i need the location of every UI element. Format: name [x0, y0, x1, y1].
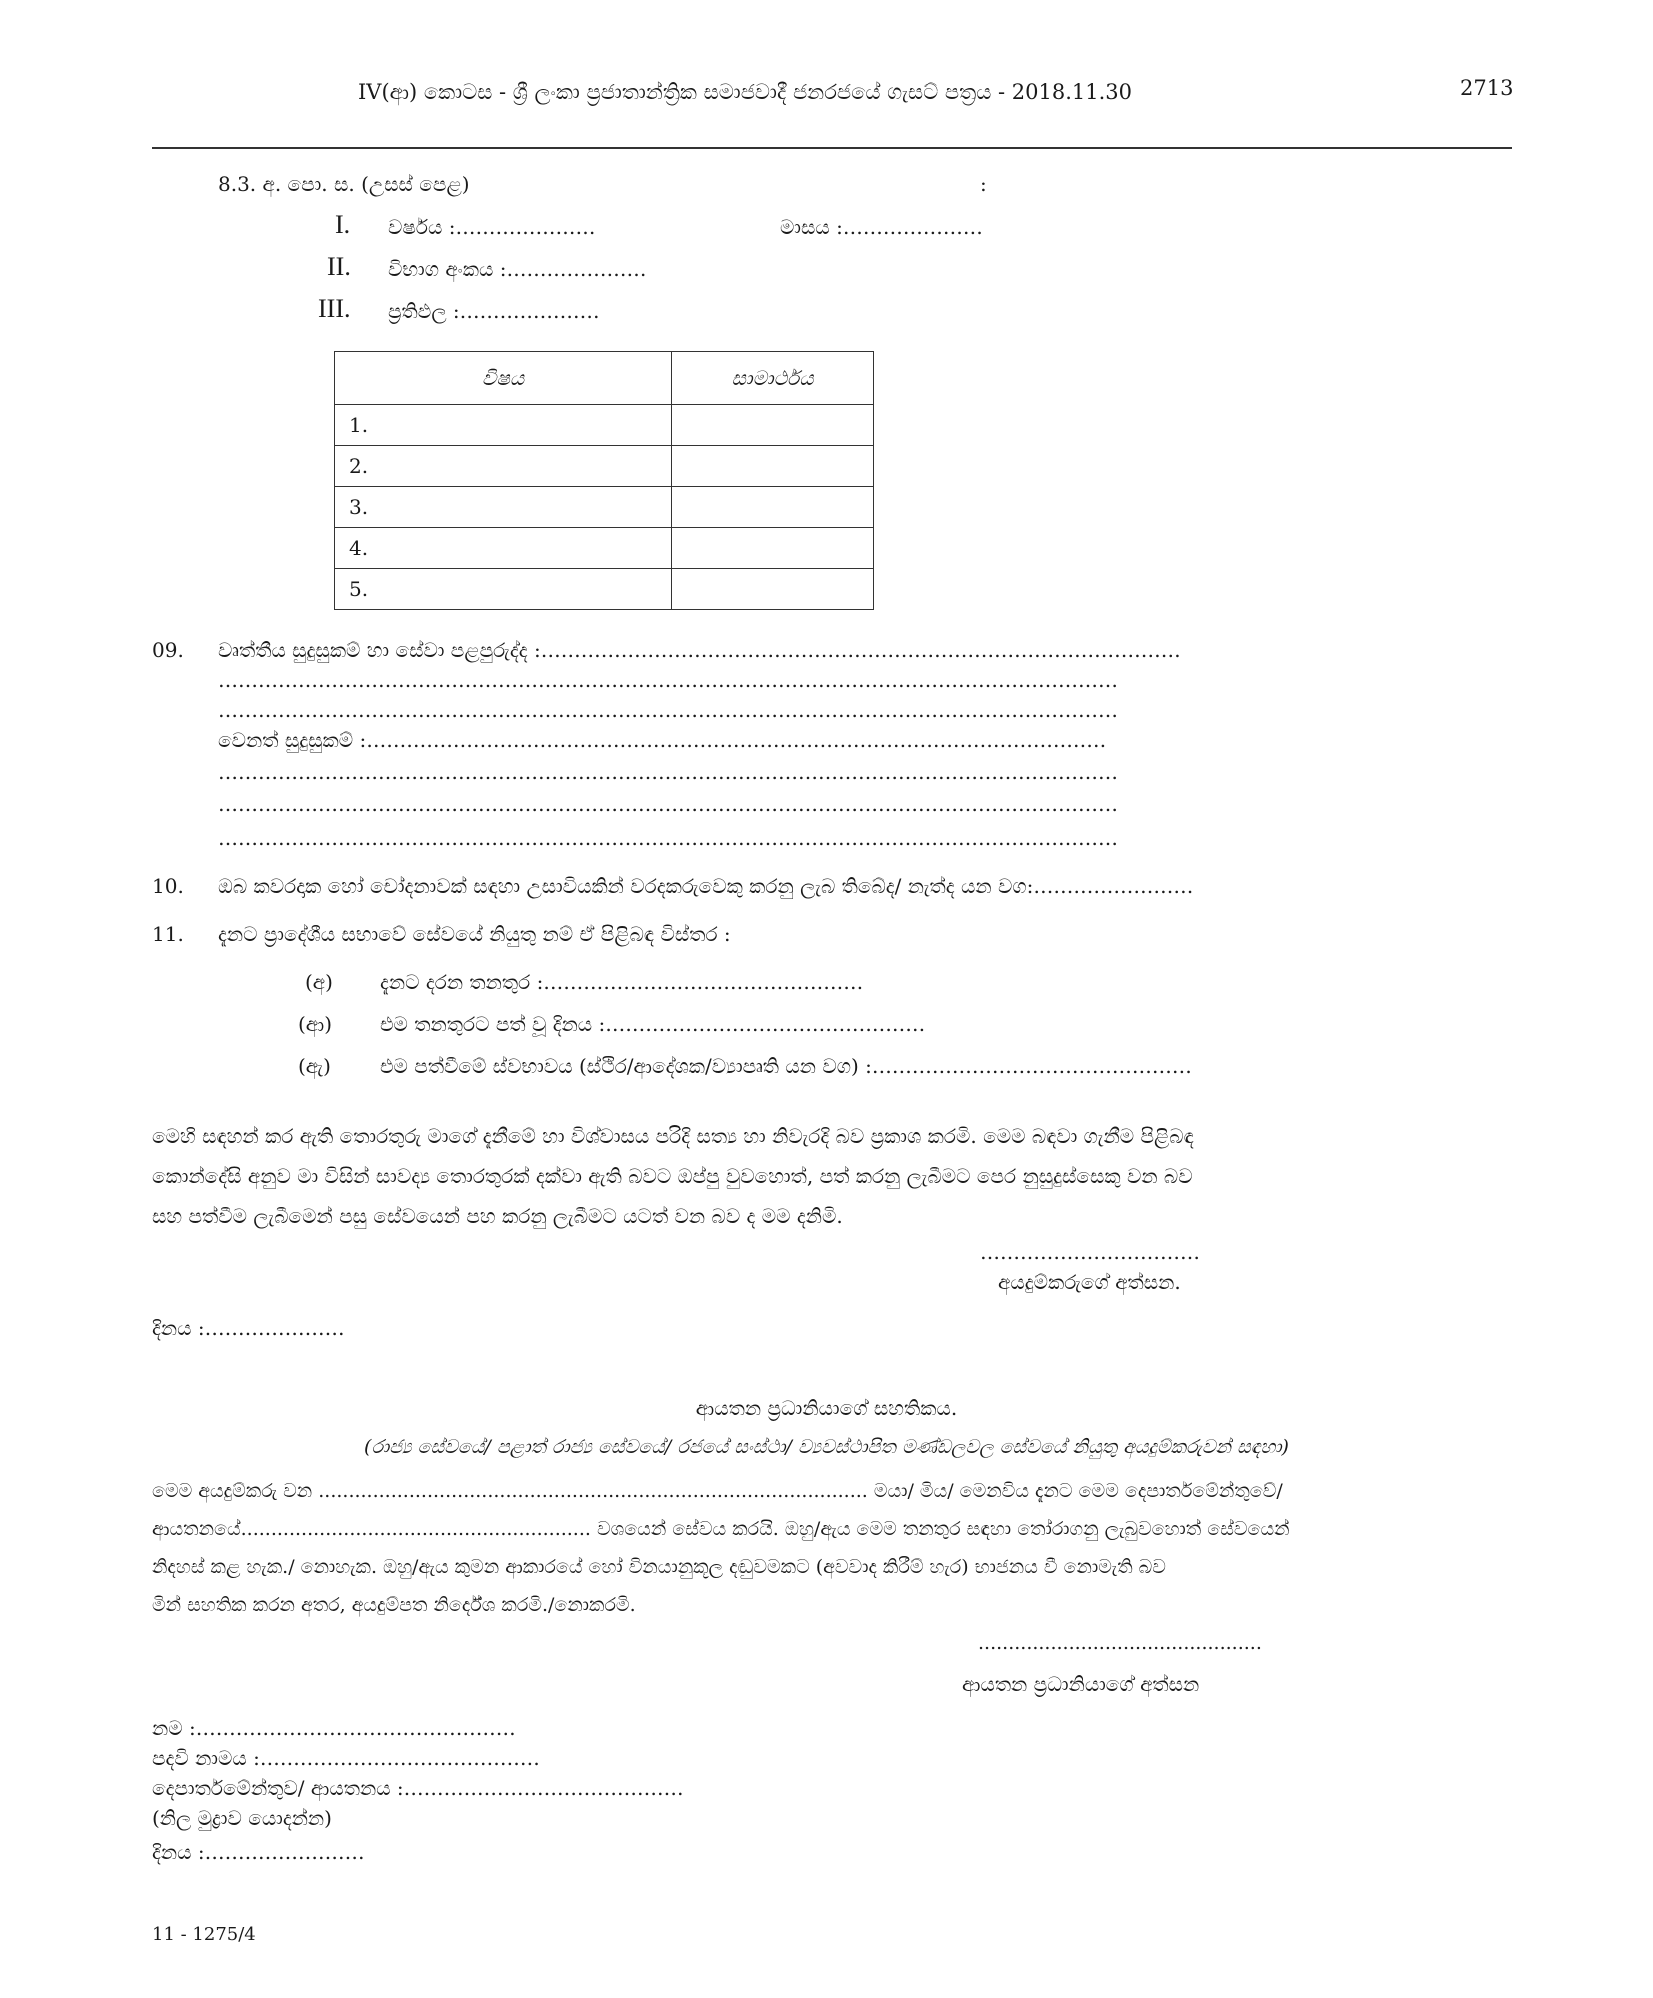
official-stamp-note: (නිල මුද්‍රාව යොදන්න)	[152, 1806, 332, 1830]
head-designation-field: පදවි නාමය :……………………………………	[152, 1746, 540, 1770]
row-number: 1.	[335, 405, 672, 446]
result-cell	[672, 405, 874, 446]
current-post-field: දැනට දරන තනතුර :…………………………………………	[380, 970, 864, 994]
declaration-line-1: මෙහි සඳහන් කර ඇති තොරතුරු මාගේ දැනීමේ හා විශ්වාසය පරිදි සත්‍ය හා නිවැරදි බව ප්‍රකාශ කරමි. මෙම බඳවා ගැනීම පිළිබඳ	[152, 1124, 1194, 1148]
applicant-signature-label: අයදුම්කරුගේ අත්සන.	[998, 1270, 1181, 1294]
head-name-field: නම :…………………………………………	[152, 1716, 516, 1740]
dotted-line: ………………………………………………………………………………………………………………………	[218, 668, 1118, 692]
result-cell	[672, 569, 874, 610]
item-ae-label: (ඇ)	[298, 1054, 331, 1078]
table-row	[335, 528, 874, 569]
table-row	[335, 487, 874, 528]
exam-results-field: ප්‍රතිඵල :…………………	[388, 299, 600, 323]
table-row	[335, 569, 874, 610]
certificate-title: ආයතන ප්‍රධානියාගේ සහතිකය.	[695, 1396, 958, 1420]
other-qualifications-field: වෙනත් සුදුසුකම් :…………………………………………………………………………………………………	[218, 728, 1107, 752]
footer-code: 11 - 1275/4	[152, 1924, 256, 1945]
current-service-heading: දැනට ප්‍රාදේශීය සභාවේ සේවයේ නියුතු නම් ඒ පිළිබඳ විස්තර :	[218, 922, 731, 946]
row-number: 3.	[335, 487, 672, 528]
section-09-number: 09.	[152, 638, 184, 662]
header-divider	[152, 147, 1512, 149]
head-date-field: දිනය :……………………	[152, 1840, 365, 1864]
conviction-question: ඔබ කවරදාක හෝ චෝදනාවක් සඳහා උසාවියකින් වරදකරුවෙකු කරනු ලැබ තිබේද/ නැත්ද යන වග:……………………	[218, 874, 1194, 898]
head-signature-line: ...............................................	[978, 1632, 1262, 1654]
declaration-line-2: කොන්දේසි අනුව මා විසින් සාවද්‍ය තොරතුරක් දක්වා ඇති බවට ඔප්පු වුවහොත්, පත් කරනු ලැබීමට පෙර නුසුදුස්සෙකු වන බව	[152, 1164, 1193, 1188]
table-row	[335, 446, 874, 487]
result-cell	[672, 487, 874, 528]
dotted-line: ………………………………………………………………………………………………………………………	[218, 792, 1118, 816]
subjects-results-table	[334, 351, 874, 610]
applicant-date-field: දිනය :…………………	[152, 1316, 345, 1340]
dotted-line: ………………………………………………………………………………………………………………………	[218, 760, 1118, 784]
section-8-3-heading: 8.3. අ. පො. ස. (උසස් පෙළ)	[218, 172, 470, 196]
item-aa-label: (ආ)	[298, 1012, 333, 1036]
exam-index-field: විභාග අංකය :…………………	[388, 257, 647, 281]
item-iii-number: III.	[318, 294, 351, 323]
dotted-line: ………………………………………………………………………………………………………………………	[218, 698, 1118, 722]
head-department-field: දෙපාර්තමේන්තුව/ ආයතනය :……………………………………	[152, 1776, 684, 1800]
row-number: 2.	[335, 446, 672, 487]
dotted-line: ………………………………………………………………………………………………………………………	[218, 826, 1118, 850]
section-11-number: 11.	[152, 922, 184, 946]
exam-year-field: වර්ෂය :…………………	[388, 215, 596, 239]
professional-qualifications-field: වෘත්තීය සුදුසුකම් හා සේවා පළපුරුද්ද :……………………………………………………………………………………	[218, 638, 1181, 662]
pass-column-header: සාමාර්ථය	[672, 352, 874, 405]
row-number: 5.	[335, 569, 672, 610]
appointment-nature-field: එම පත්වීමේ ස්වභාවය (ස්ථිර/ආදේශක/ව්‍යාපෘති යන වග) :…………………………………………	[380, 1054, 1192, 1078]
declaration-line-3: සහ පත්වීම ලැබීමෙන් පසු සේවයෙන් පහ කරනු ලැබීමට යටත් වන බව ද මම දනිමි.	[152, 1204, 843, 1228]
section-8-3-colon: :	[980, 172, 987, 196]
gazette-header-title: IV(ආ) කොටස - ශ්‍රී ලංකා ප්‍රජාතාන්ත්‍රික සමාජවාදී ජනරජයේ ගැසට් පත්‍රය - 2018.11.30	[358, 80, 1132, 104]
exam-month-field: මාසය :…………………	[780, 215, 983, 239]
applicant-signature-line: ……………………………	[980, 1240, 1200, 1264]
appointment-date-field: එම තනතුරට පත් වූ දිනය :…………………………………………	[380, 1012, 926, 1036]
result-cell	[672, 528, 874, 569]
certificate-line-2: ආයතනයේ.......................................................... වශයෙන් සේවය කරයි. ඔහු/ඇය මෙම තනතුර සඳහා තෝරාගනු ලැබුවහොත් සේවයෙන්	[152, 1518, 1290, 1540]
result-cell	[672, 446, 874, 487]
head-signature-label: ආයතන ප්‍රධානියාගේ අත්සන	[962, 1672, 1200, 1696]
certificate-line-4: මින් සහතික කරන අතර, අයදුම්පත නිර්දේශ කරමි./නොකරමි.	[152, 1594, 636, 1616]
item-i-number: I.	[335, 210, 351, 239]
certificate-line-3: නිදහස් කළ හැක./ නොහැක. ඔහු/ඇය කුමන ආකාරයේ හෝ විනයානුකූල දඬුවමකට (අවවාද කිරීම් හැර) භාජනය වී නොමැති බව	[152, 1556, 1166, 1578]
subject-column-header: විෂය	[335, 352, 672, 405]
section-10-number: 10.	[152, 874, 184, 898]
item-ii-number: II.	[327, 252, 351, 281]
row-number: 4.	[335, 528, 672, 569]
item-a-label: (අ)	[305, 970, 333, 994]
page-number: 2713	[1460, 76, 1514, 100]
certificate-subtitle: (රාජ්‍ය සේවයේ/ පළාත් රාජ්‍ය සේවයේ/ රජයේ සංස්ථා/ ව්‍යවස්ථාපිත මණ්ඩලවල සේවයේ නියුතු අයදුම්කරුවන් සඳහා)	[364, 1436, 1289, 1458]
certificate-line-1: මෙම අයදුම්කරු වන ........................................................................................... මයා/ මිය/ මෙනවිය දැනට මෙම දෙපාර්තමේන්තුවේ/	[152, 1480, 1283, 1502]
table-row	[335, 405, 874, 446]
